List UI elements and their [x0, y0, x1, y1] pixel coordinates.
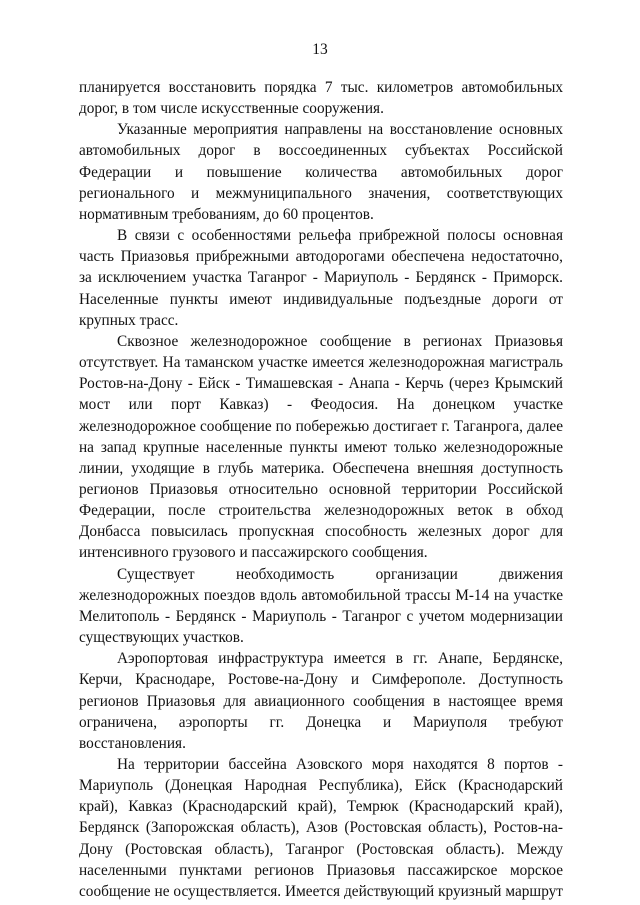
paragraph-airports: Аэропортовая инфраструктура имеется в гг. Анапе, Бердянске, Керчи, Краснодаре, Ростове-на-Дону и Симферополе. Доступность регионов Приазовья для авиационного сообщения в настоящее время ограничена, аэропорты гг. Донецка и Мариуполя требуют восстановления. — [79, 650, 563, 752]
paragraph-roads-continuation: планируется восстановить порядка 7 тыс. километров автомобильных дорог, в том числе искусственные сооружения. — [79, 79, 563, 118]
paragraph-railway-need: Существует необходимость организации движения железнодорожных поездов вдоль автомобильной трассы М-14 на участке Мелитополь - Бердянск - Мариуполь - Таганрог с учетом модернизации существующих участков. — [79, 565, 563, 647]
paragraph-road-measures: Указанные мероприятия направлены на восстановление основных автомобильных дорог в воссоединенных субъектах Российской Федерации и повышение количества автомобильных дорог регионального и межмуниципального значения, соответствующих нормативным требованиям, до 60 процентов. — [79, 121, 563, 223]
page-number: 13 — [312, 41, 328, 58]
paragraph-seaports: На территории бассейна Азовского моря находятся 8 портов - Мариуполь (Донецкая Народная Республика), Ейск (Краснодарский край), Кавказ (Краснодарский край), Темрюк (Краснодарский край), Бердянск (Запорожская область), Азов (Ростовская область), Ростов-на-Дону (Ростовская область), Таганрог (Ростовская область). Между населенными пунктами регионов Приазовья пассажирское морское сообщение не осуществляется. Имеется действующий круизный маршрут — [79, 756, 563, 900]
document-body — [79, 77, 563, 902]
paragraph-railway: Сквозное железнодорожное сообщение в регионах Приазовья отсутствует. На таманском участке имеется железнодорожная магистраль Ростов-на-Дону - Ейск - Тимашевская - Анапа - Керчь (через Крымский мост или порт Кавказ) - Феодосия. На донецком участке железнодорожное сообщение по побережью достигает г. Таганрога, далее на запад крупные населенные пункты имеют только железнодорожные линии, уходящие в глубь материка. Обеспечена внешняя доступность регионов Приазовья относительно основной территории Российской Федерации, после строительства железнодорожных веток в обход Донбасса повысилась пропускная способность железных дорог для интенсивного грузового и пассажирского сообщения. — [79, 332, 563, 562]
paragraph-coastal-roads: В связи с особенностями рельефа прибрежной полосы основная часть Приазовья прибрежными автодорогами обеспечена недостаточно, за исключением участка Таганрог - Мариуполь - Бердянск - Приморск. Населенные пункты имеют индивидуальные подъездные дороги от крупных трасс. — [79, 227, 563, 329]
